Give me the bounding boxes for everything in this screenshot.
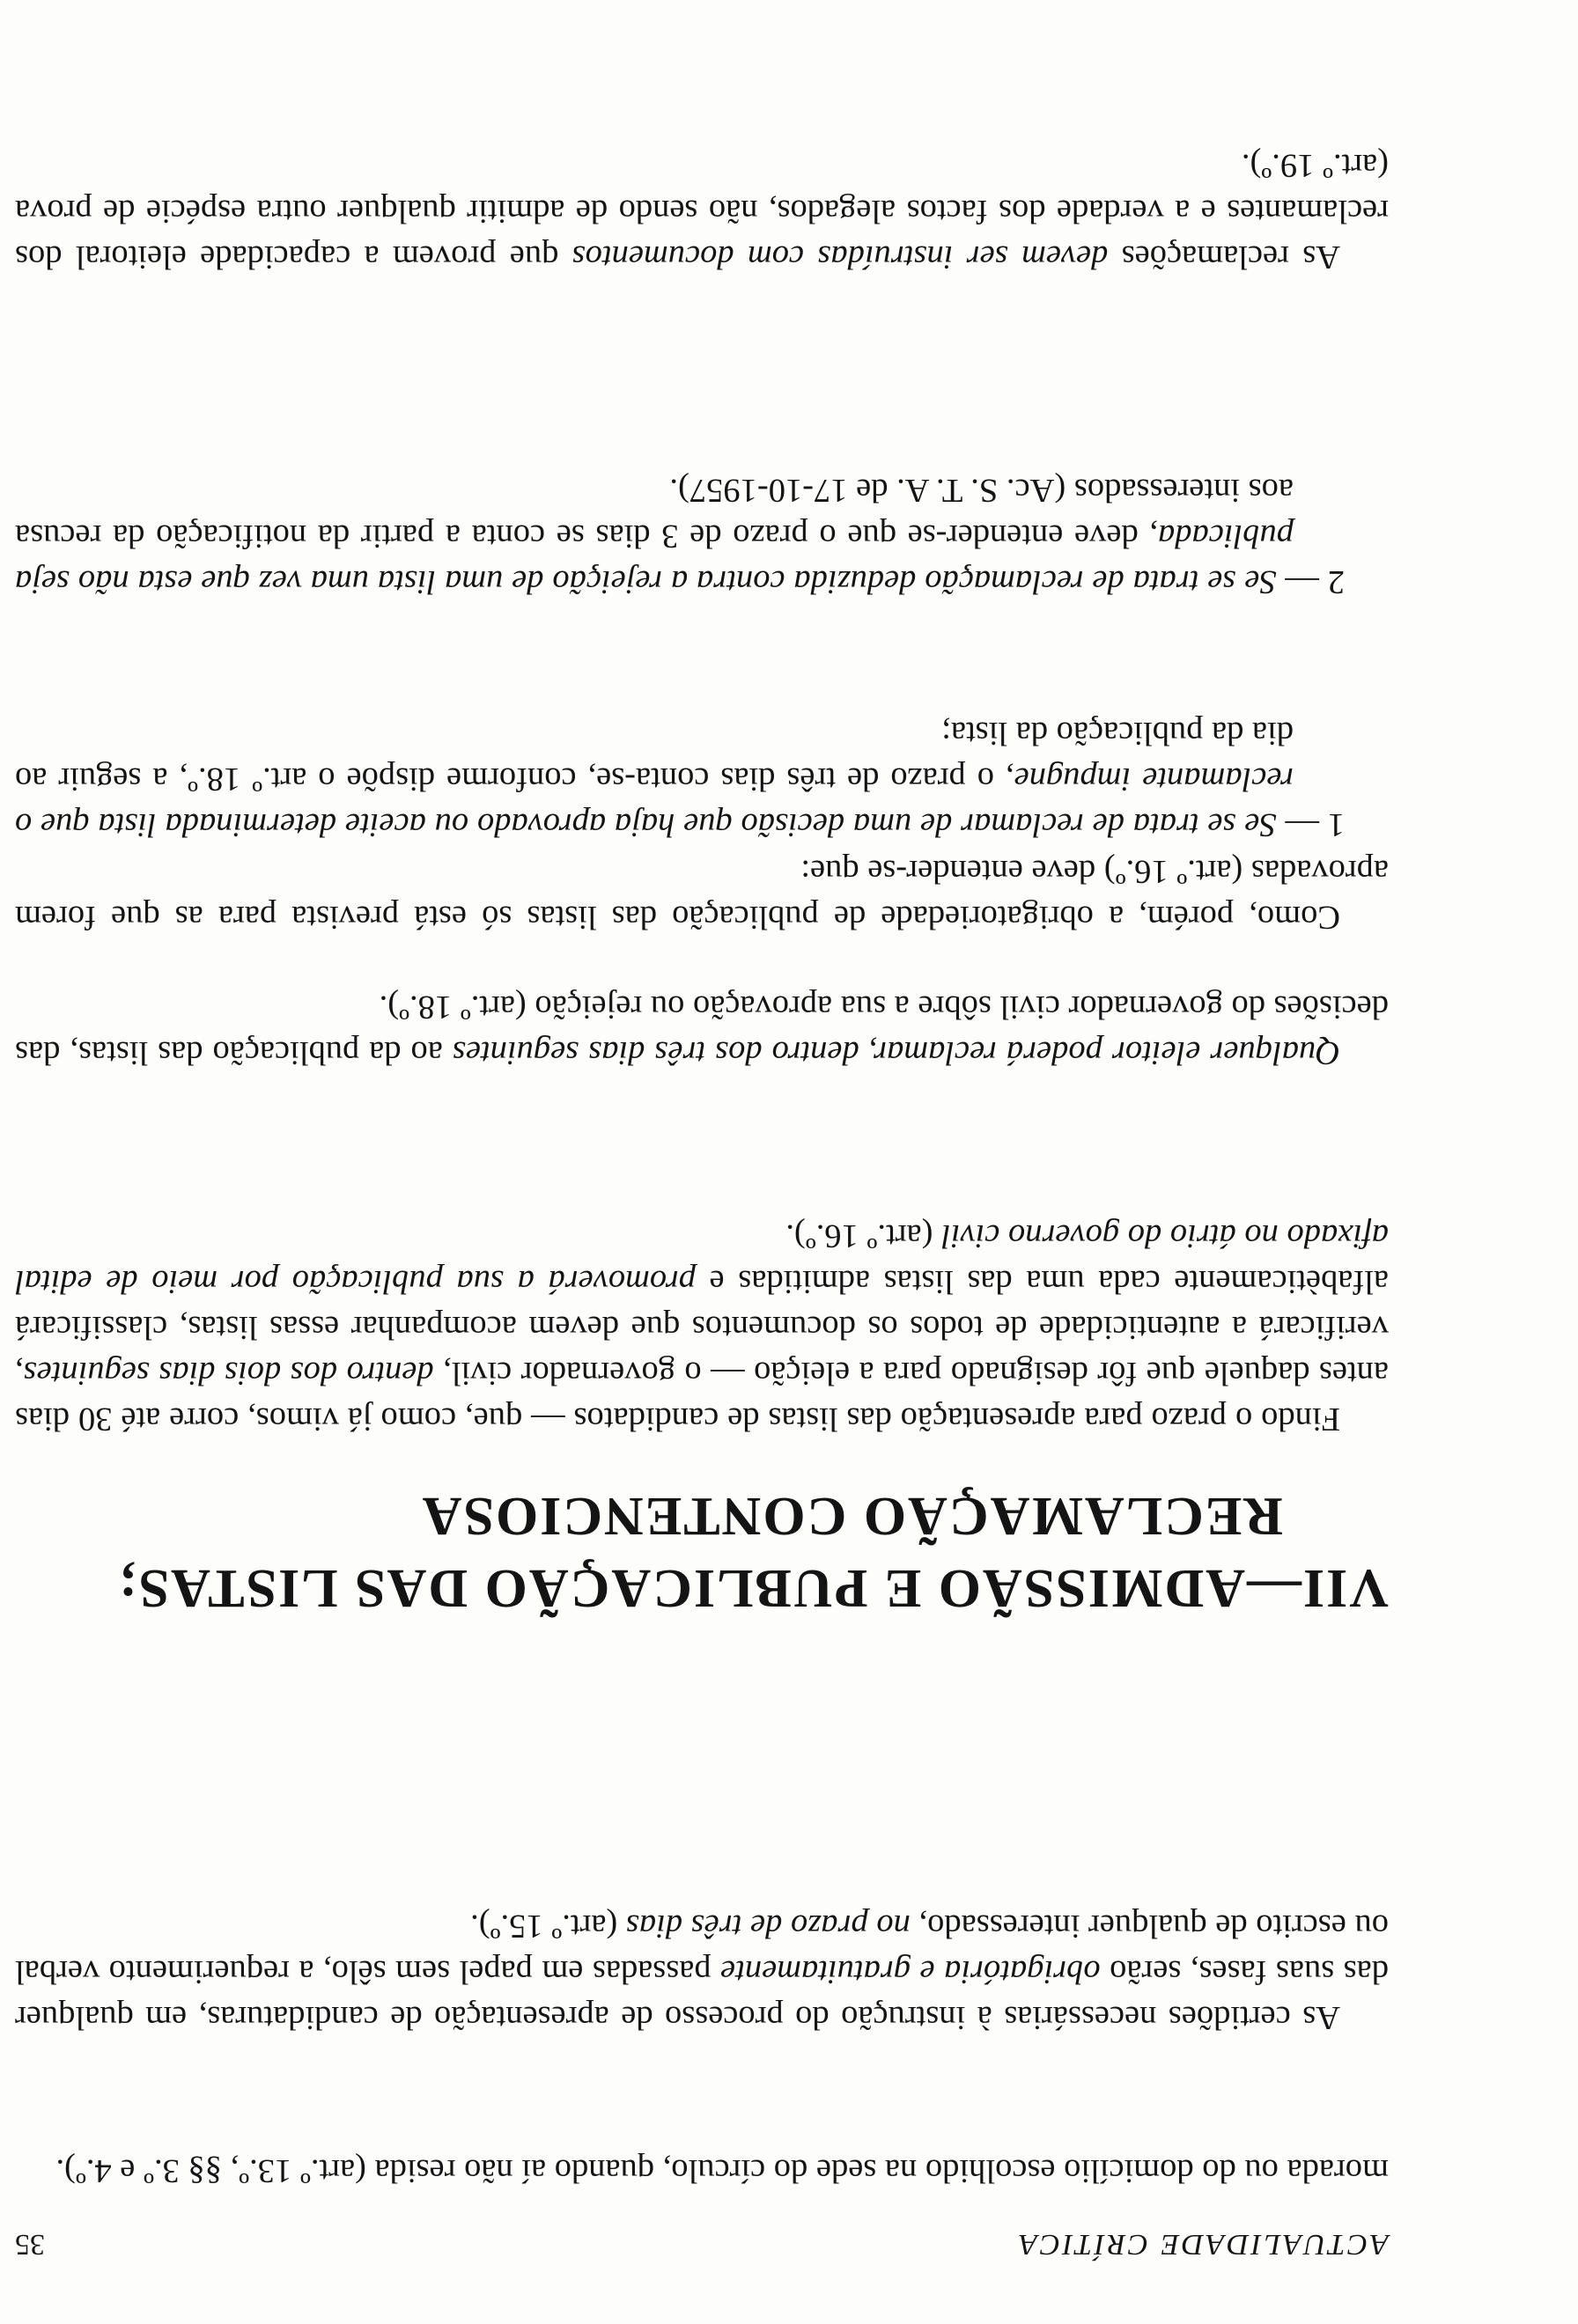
- item1-number: 1 —: [1276, 806, 1345, 843]
- continuation-text: morada ou do domicílio escolhido na sede do círculo, quando aí não resida (art.º 13.º, §§ 3.º e 4.º).: [55, 2152, 1389, 2189]
- reclamacoes-text-a: As reclamações: [1108, 239, 1340, 276]
- reclamacoes-text-b: devem ser instruídas com documentos: [571, 239, 1109, 276]
- item2-number: 2 —: [1276, 563, 1345, 600]
- certidoes-text-c: passadas em papel sem sêlo, a requerimento verbal ou escrito de qualquer interessado,: [15, 1908, 1389, 1990]
- item2-text-c: , deve entender-se que o prazo de 3 dias se conta a partir da notificação da recusa aos interessados (Ac. S. T. A. de 17-10-1957).: [15, 472, 1294, 555]
- qualquer-paragraph: [15, 984, 1389, 1076]
- qualquer-text-b: ao da publicação das listas, das decisões do governador civil sôbre a sua aprovação ou rejeição (art.º 18.º).: [15, 989, 1389, 1071]
- section-heading-line2: RECLAMAÇÃO CONTENCIOSA: [420, 1486, 1283, 1546]
- certidoes-text-b: obrigatória e gratuitamente: [720, 1953, 1101, 1990]
- reclamacoes-paragraph: [15, 143, 1389, 280]
- certidoes-paragraph: [15, 1903, 1389, 2041]
- reclamacoes-text-c: que provem a capacidade eleitoral dos reclamantes e a verdade dos factos alegados, não sendo de admitir qualquer outra espécie de prova (art.º 19.º).: [15, 147, 1389, 276]
- continuation-paragraph: [15, 2148, 1389, 2194]
- section-heading-line1: VII—ADMISSÃO E PUBLICAÇÃO DAS LISTAS;: [117, 1558, 1389, 1618]
- findo-text-e: (art.º 16.º).: [785, 1217, 942, 1254]
- qualquer-text-a: Qualquer eleitor poderá reclamar, dentro dos três dias seguintes: [452, 1034, 1340, 1071]
- page-number: 35: [15, 2228, 45, 2261]
- running-title: ACTUALIDADE CRÍTICA: [1016, 2228, 1389, 2261]
- list-item-2: [15, 467, 1389, 605]
- section-heading: [15, 1480, 1389, 1624]
- item2-text-b: Se se trata de reclamação deduzida contra a rejeição de uma lista uma vez que esta não seja publicada: [15, 518, 1294, 600]
- certidoes-text-e: (art.º 15.º).: [470, 1908, 626, 1945]
- como-text: Como, porém, a obrigatoriedade de publicação das listas só está prevista para as que forem aprovadas (art.º 16.º) deve entender-se que:: [15, 853, 1389, 936]
- certidoes-text-d: no prazo de três dias: [625, 1908, 911, 1945]
- findo-text-b: dentro dos dois dias seguintes: [23, 1355, 434, 1392]
- findo-paragraph: [15, 1213, 1389, 1442]
- findo-text-d: promoverá a sua publicação por meio de edital afixado no átrio do governo civil: [15, 1217, 1389, 1300]
- item1-text-c: , o prazo de três dias conta-se, conforme dispõe o art.º 18.º, a seguir ao dia da publicação da lista;: [15, 715, 1294, 798]
- item1-text-b: Se se trata de reclamar de uma decisão que haja aprovado ou aceite determinada lista que o reclamante impugne: [15, 761, 1294, 843]
- como-paragraph: [15, 849, 1389, 940]
- certidoes-text-a: As certidões necessárias à instrução do processo de apresentação de candidaturas, em qualquer das suas fases, serão: [15, 1953, 1389, 2036]
- findo-text-c: , verificará a autenticidade de todos os documentos que devem acompanhar essas listas, classificará alfabèticamente cada uma das listas admitidas e: [15, 1263, 1389, 1392]
- list-item-1: [15, 710, 1389, 848]
- findo-text-a: Findo o prazo para apresentação das listas de candidatos — que, como já vimos, corre até 30 dias antes daquele que fôr designado para a eleição — o governador civil,: [15, 1355, 1389, 1438]
- page-header: [15, 2208, 1389, 2261]
